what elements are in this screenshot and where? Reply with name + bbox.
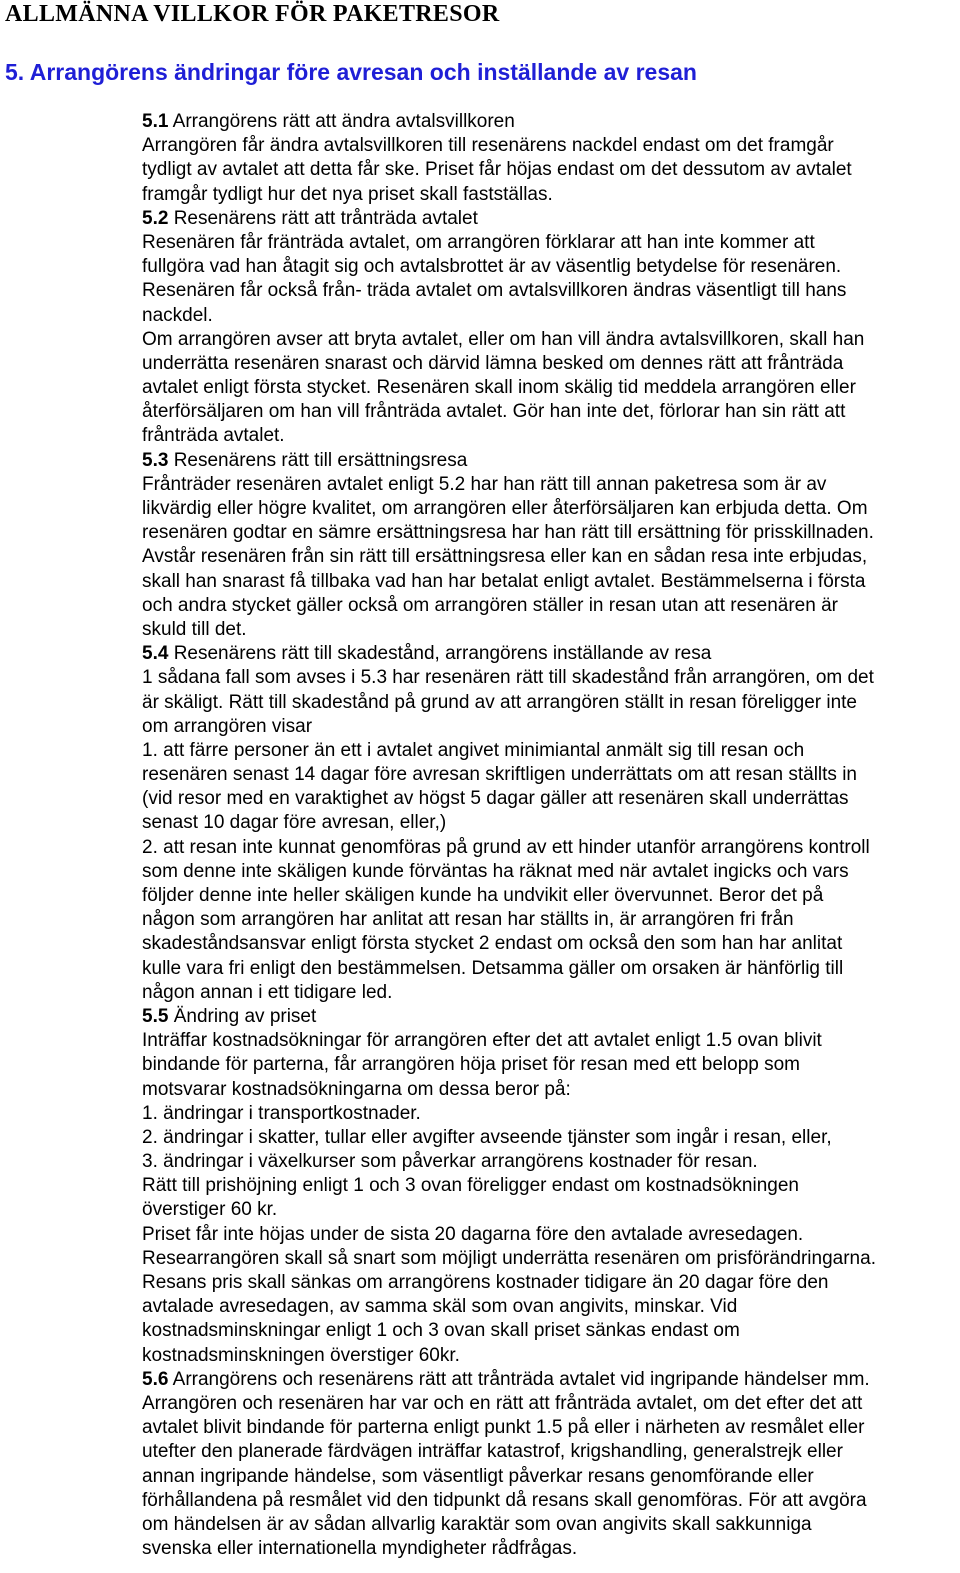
paragraph-line: [142, 763, 960, 787]
paragraph-line: [142, 908, 960, 932]
line-text: Frånträder resenären avtalet enligt 5.2 har han rätt till annan paketresa som är av: [142, 473, 827, 495]
paragraph-line: [142, 715, 960, 739]
line-text: skuld till det.: [142, 618, 247, 640]
line-text: frånträda avtalet.: [142, 425, 285, 447]
paragraph-line: [142, 1295, 960, 1319]
line-text: Arrangörens och resenärens rätt att trånträda avtalet vid ingripande händelser mm.: [168, 1368, 870, 1390]
paragraph-line: [142, 1078, 960, 1102]
paragraph-line: [142, 836, 960, 860]
paragraph-line: [142, 1465, 960, 1489]
paragraph-line: [142, 376, 960, 400]
line-text: och andra stycket gäller också om arrangören ställer in resan utan att resenären är: [142, 594, 838, 616]
line-text: Resans pris skall sänkas om arrangörens kostnader tidigare än 20 dagar före den: [142, 1272, 829, 1293]
paragraph-line: [142, 400, 960, 424]
paragraph-line: [142, 1416, 960, 1440]
line-text: överstiger 60 kr.: [142, 1199, 278, 1221]
paragraph-line: [142, 884, 960, 908]
line-text: förhållandena på resmålet vid den tidpunkt då resans skall genomföras. För att avgöra: [142, 1489, 867, 1511]
line-text: om arrangören visar: [142, 715, 313, 737]
line-text: 1. ändringar i transportkostnader.: [142, 1102, 421, 1124]
line-text: Om arrangören avser att bryta avtalet, eller om han vill ändra avtalsvillkoren, skall han: [142, 328, 865, 350]
subsection-number: 5.5: [142, 1005, 169, 1027]
paragraph-line: [142, 1537, 960, 1561]
subsection-heading-line: [142, 1368, 960, 1392]
line-text: Resenärens rätt till skadestånd, arrangörens inställande av resa: [168, 643, 712, 665]
paragraph-line: [142, 497, 960, 521]
line-text: är skäligt. Rätt till skadestånd på grund av att arrangören ställt in resan föreligger inte: [142, 691, 857, 713]
line-text: avtalade avresedagen, av samma skäl som ovan angivits, minskar. Vid: [142, 1296, 738, 1318]
section-heading: 5. Arrangörens ändringar före avresan och inställande av resan: [5, 59, 697, 85]
line-text: bindande för parterna, får arrangören höja priset för resan med ett belopp som: [142, 1054, 800, 1076]
line-text: resenären godtar en sämre ersättningsresa har han rätt till ersättning för prisskillnaden.: [142, 522, 874, 544]
line-text: Arrangören får ändra avtalsvillkoren till resenärens nackdel endast om det framgår: [142, 135, 834, 157]
paragraph-line: [142, 255, 960, 279]
line-text: framgår tydligt hur det nya priset skall fastställas.: [142, 183, 553, 205]
line-text: återförsäljaren om han vill frånträda avtalet. Gör han inte det, förlorar han sin rätt att: [142, 401, 846, 423]
line-text: motsvarar kostnadsökningarna om dessa beror på:: [142, 1078, 571, 1100]
line-text: nackdel.: [142, 304, 213, 326]
line-text: någon som arrangören har anlitat att resan har ställts in, är arrangören fri från: [142, 909, 794, 931]
paragraph-line: [142, 352, 960, 376]
line-text: underrätta resenären snarast och därvid lämna besked om dennes rätt att frånträda: [142, 352, 844, 374]
paragraph-line: [142, 618, 960, 642]
document-body: [142, 110, 960, 1561]
paragraph-line: [142, 957, 960, 981]
subsection-number: 5.2: [142, 207, 169, 229]
paragraph-line: [142, 811, 960, 835]
line-text: någon annan i ett tidigare led.: [142, 981, 393, 1003]
subsection-number: 5.1: [142, 111, 169, 132]
line-text: Rätt till prishöjning enligt 1 och 3 ovan föreligger endast om kostnadsökningen: [142, 1175, 799, 1197]
paragraph-line: [142, 473, 960, 497]
line-text: om händelsen är av sådan allvarlig karaktär som ovan angivits skall sakkunniga: [142, 1513, 812, 1535]
line-text: Avstår resenären från sin rätt till ersättningsresa eller kan en sådan resa inte erbjudas,: [142, 546, 868, 568]
line-text: Arrangören och resenären har var och en rätt att frånträda avtalet, om det efter det att: [142, 1392, 863, 1414]
line-text: skall han snarast få tillbaka vad han har betalat enligt avtalet. Bestämmelserna i första: [142, 570, 866, 592]
paragraph-line: [142, 739, 960, 763]
line-text: Inträffar kostnadsökningar för arrangören efter det att avtalet enligt 1.5 ovan blivit: [142, 1030, 822, 1052]
line-text: följder denne inte heller skäligen kunde ha undvikit eller övervunnet. Beror det på: [142, 885, 824, 906]
line-text: resenären senast 14 dagar före avresan skriftligen underrättats om att resan ställts in: [142, 764, 857, 786]
line-text: senast 10 dagar före avresan, eller,): [142, 812, 447, 834]
line-text: (vid resor med en varaktighet av högst 5 dagar gäller att resenären skall underrättas: [142, 788, 849, 810]
paragraph-line: [142, 1150, 960, 1174]
paragraph-line: [142, 1126, 960, 1150]
paragraph-line: [142, 860, 960, 884]
line-text: som denne inte skäligen kunde förväntas ha räknat med när avtalet ingicks och vars: [142, 860, 849, 882]
line-text: 1. att färre personer än ett i avtalet angivet minimiantal anmält sig till resan och: [142, 739, 805, 761]
line-text: Resenärens rätt att trånträda avtalet: [168, 207, 478, 229]
subsection-heading-line: [142, 207, 960, 231]
line-text: skadeståndsansvar enligt första stycket 2 endast om också den som han har anlitat: [142, 933, 843, 955]
line-text: Priset får inte höjas under de sista 20 dagarna före den avtalade avresedagen.: [142, 1223, 804, 1245]
line-text: kostnadsminskningar enligt 1 och 3 ovan skall priset sänkas endast om: [142, 1320, 740, 1342]
line-text: likvärdig eller högre kvalitet, om arrangören eller återförsäljaren kan erbjuda detta. Om: [142, 498, 868, 519]
line-text: 2. ändringar i skatter, tullar eller avgifter avseende tjänster som ingår i resan, eller,: [142, 1126, 832, 1148]
paragraph-line: [142, 545, 960, 569]
line-text: kulle vara fri enligt den bestämmelsen. Detsamma gäller om orsaken är hänförlig till: [142, 957, 844, 979]
subsection-heading-line: [142, 110, 960, 134]
line-text: 3. ändringar i växelkurser som påverkar arrangörens kostnader för resan.: [142, 1151, 758, 1173]
document-title: ALLMÄNNA VILLKOR FÖR PAKETRESOR: [5, 1, 500, 27]
line-text: 2. att resan inte kunnat genomföras på grund av ett hinder utanför arrangörens kontroll: [142, 836, 870, 858]
paragraph-line: [142, 570, 960, 594]
paragraph-line: [142, 691, 960, 715]
paragraph-line: [142, 1489, 960, 1513]
subsection-heading-line: [142, 449, 960, 473]
paragraph-line: [142, 1174, 960, 1198]
subsection-heading-line: [142, 1005, 960, 1029]
line-text: Resenären får fränträda avtalet, om arrangören förklarar att han inte kommer att: [142, 231, 815, 253]
line-text: avtalet enligt första stycket. Resenären skall inom skälig tid meddela arrangören eller: [142, 377, 856, 399]
line-text: Ändring av priset: [168, 1005, 317, 1027]
paragraph-line: [142, 183, 960, 207]
paragraph-line: [142, 1440, 960, 1464]
line-text: avtalet blivit bindande för parterna enligt punkt 1.5 på eller i närheten av resmålet eller: [142, 1417, 865, 1439]
line-text: svenska eller internationella myndigheter rådfrågas.: [142, 1538, 578, 1560]
paragraph-line: [142, 304, 960, 328]
paragraph-line: [142, 1029, 960, 1053]
paragraph-line: [142, 521, 960, 545]
line-text: Resenärens rätt till ersättningsresa: [168, 449, 468, 471]
paragraph-line: [142, 158, 960, 182]
paragraph-line: [142, 279, 960, 303]
subsection-number: 5.6: [142, 1368, 169, 1390]
line-text: 1 sådana fall som avses i 5.3 har resenären rätt till skadestånd från arrangören, om det: [142, 667, 874, 689]
paragraph-line: [142, 787, 960, 811]
line-text: kostnadsminskningen överstiger 60kr.: [142, 1344, 460, 1366]
paragraph-line: [142, 666, 960, 690]
paragraph-line: [142, 134, 960, 158]
line-text: tydligt av avtalet att detta får ske. Priset får höjas endast om det dessutom av avtalet: [142, 159, 852, 181]
line-text: utefter den planerade färdvägen inträffar katastrof, krigshandling, generalstrejk eller: [142, 1441, 843, 1463]
paragraph-line: [142, 1198, 960, 1222]
paragraph-line: [142, 981, 960, 1005]
paragraph-line: [142, 1319, 960, 1343]
paragraph-line: [142, 231, 960, 255]
paragraph-line: [142, 1053, 960, 1077]
subsection-number: 5.4: [142, 643, 169, 665]
paragraph-line: [142, 594, 960, 618]
subsection-heading-line: [142, 642, 960, 666]
paragraph-line: [142, 1247, 960, 1271]
line-text: Resenären får också från- träda avtalet om avtalsvillkoren ändras väsentligt till hans: [142, 280, 847, 302]
paragraph-line: [142, 1271, 960, 1295]
paragraph-line: [142, 1102, 960, 1126]
paragraph-line: [142, 1223, 960, 1247]
paragraph-line: [142, 1513, 960, 1537]
line-text: annan ingripande händelse, som väsentligt påverkar resans genomförande eller: [142, 1465, 814, 1487]
paragraph-line: [142, 1344, 960, 1368]
subsection-number: 5.3: [142, 449, 169, 471]
line-text: fullgöra vad han åtagit sig och avtalsbrottet är av väsentlig betydelse för resenären.: [142, 256, 842, 278]
paragraph-line: [142, 328, 960, 352]
paragraph-line: [142, 1392, 960, 1416]
line-text: Arrangörens rätt att ändra avtalsvillkoren: [168, 111, 515, 132]
paragraph-line: [142, 424, 960, 448]
paragraph-line: [142, 932, 960, 956]
line-text: Researrangören skall så snart som möjligt underrätta resenären om prisförändringarna.: [142, 1247, 876, 1269]
